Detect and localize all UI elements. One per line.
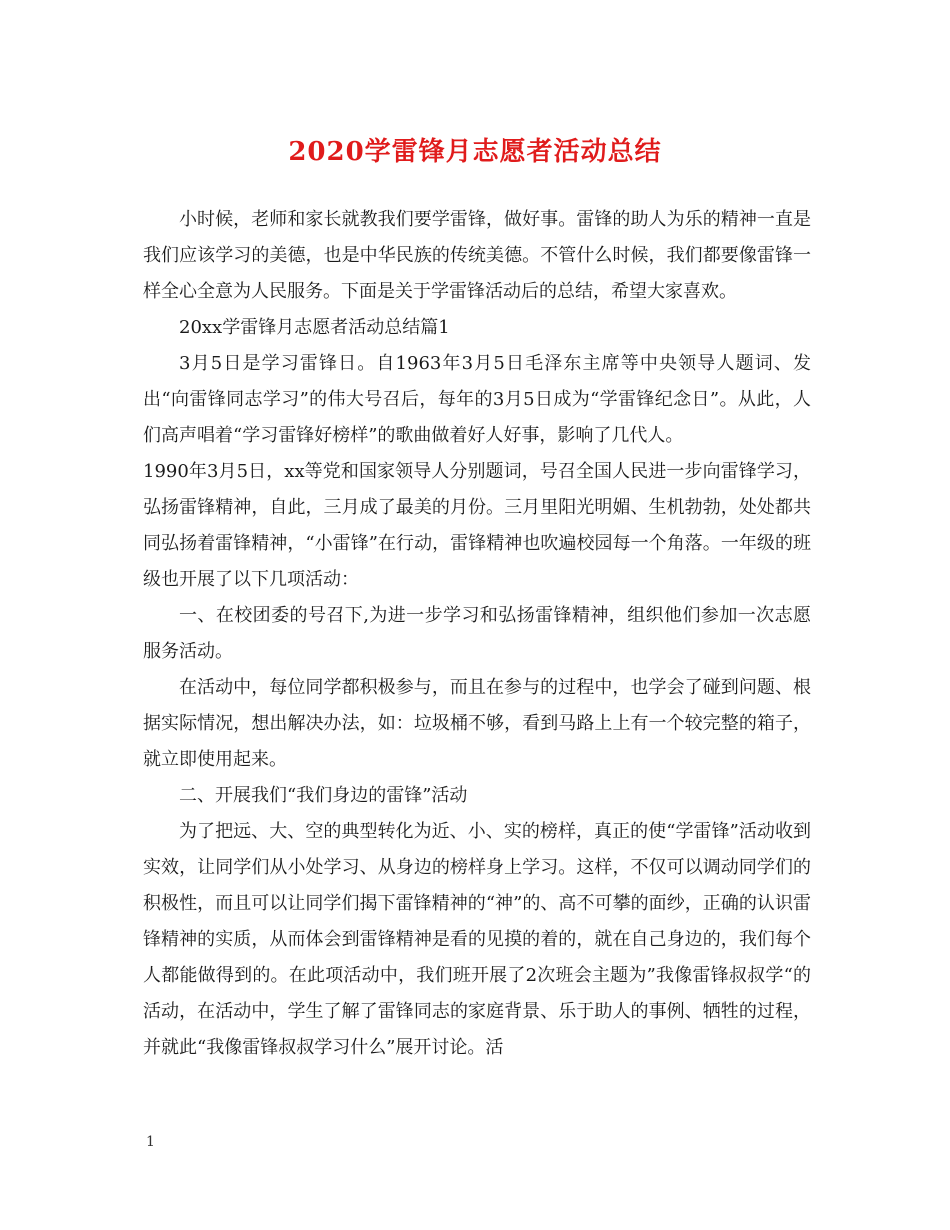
document-title: 2020学雷锋月志愿者活动总结 xyxy=(288,137,662,167)
paragraph-activity-one: 一、在校团委的号召下,为进一步学习和弘扬雷锋精神，组织他们参加一次志愿服务活动。 xyxy=(143,605,811,662)
paragraph-leifeng-day: 3月5日是学习雷锋日。自1963年3月5日毛泽东主席等中央领导人题词、发出“向雷锋同志学习”的伟大号召后，每年的3月5日成为“学雷锋纪念日”。从此，人们高声唱着“学习雷锋好榜样”的歌曲做着好人好事，影响了几代人。 xyxy=(143,353,811,446)
paragraph-activity-two-detail: 为了把远、大、空的典型转化为近、小、实的榜样，真正的使“学雷锋”活动收到实效，让同学们从小处学习、从身边的榜样身上学习。这样，不仅可以调动同学们的积极性，而且可以让同学们揭下雷锋精神的“神”的、高不可攀的面纱，正确的认识雷锋精神的实质，从而体会到雷锋精神是看的见摸的着的，就在自己身边的，我们每个人都能做得到的。在此项活动中，我们班开展了2次班会主题为”我像雷锋叔叔学“的活动，在活动中，学生了解了雷锋同志的家庭背景、乐于助人的事例、牺牲的过程，并就此“我像雷锋叔叔学习什么”展开讨论。活 xyxy=(143,821,811,1058)
paragraph-section-heading: 20xx学雷锋月志愿者活动总结篇1 xyxy=(179,317,450,338)
paragraph-1990: 1990年3月5日，xx等党和国家领导人分别题词，号召全国人民进一步向雷锋学习，弘扬雷锋精神，自此，三月成了最美的月份。三月里阳光明媚、生机勃勃，处处都共同弘扬着雷锋精神，“小雷锋”在行动，雷锋精神也吹遍校园每一个角落。一年级的班级也开展了以下几项活动： xyxy=(143,461,811,590)
page-number: 1 xyxy=(146,1134,155,1150)
paragraph-activity-one-detail: 在活动中，每位同学都积极参与，而且在参与的过程中，也学会了碰到问题、根据实际情况，想出解决办法，如：垃圾桶不够，看到马路上上有一个较完整的箱子，就立即使用起来。 xyxy=(143,677,811,770)
paragraph-activity-two: 二、开展我们“我们身边的雷锋”活动 xyxy=(179,785,468,806)
paragraph-intro: 小时候，老师和家长就教我们要学雷锋，做好事。雷锋的助人为乐的精神一直是我们应该学习的美德，也是中华民族的传统美德。不管什么时候，我们都要像雷锋一样全心全意为人民服务。下面是关于学雷锋活动后的总结，希望大家喜欢。 xyxy=(143,209,811,302)
document-body xyxy=(143,202,811,1066)
